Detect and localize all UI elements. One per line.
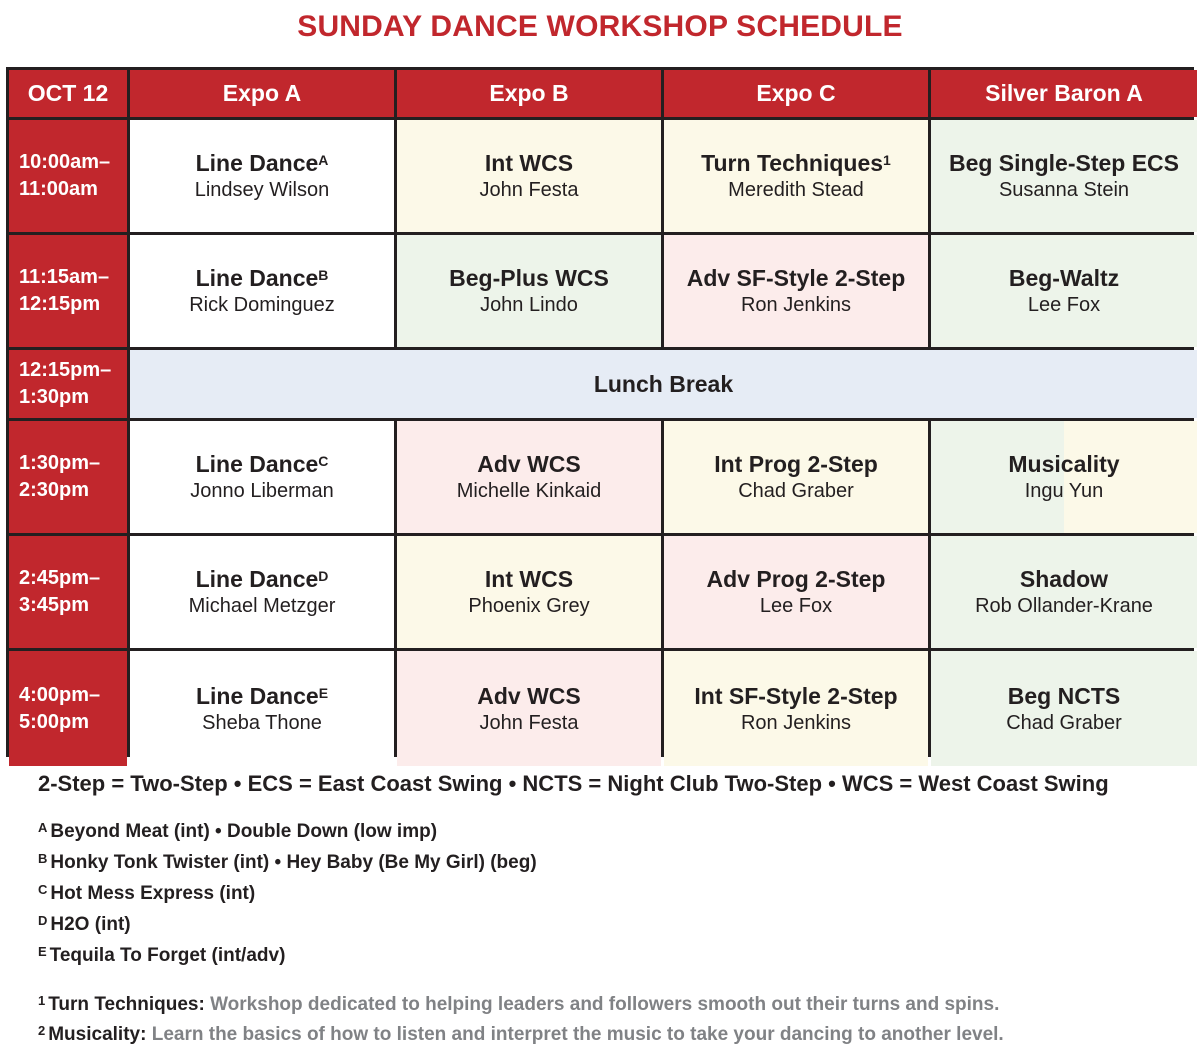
footnote: $^1$ Turn Techniques: Workshop dedicated to helping leaders and followers smooth out their turns and spins.	[38, 993, 1000, 1015]
session-cell	[931, 421, 1197, 533]
instructor-name: Jonno Liberman	[190, 480, 334, 502]
footnote-mark: C	[318, 453, 329, 469]
session-cell	[664, 421, 928, 533]
header-date: OCT 12	[9, 70, 127, 117]
schedule-table	[6, 67, 1194, 757]
class-name: Beg NCTS	[1007, 682, 1121, 709]
session-cell	[664, 235, 928, 347]
session-cell	[931, 651, 1197, 766]
instructor-name: Phoenix Grey	[468, 595, 590, 617]
instructor-name: Lee Fox	[759, 595, 833, 617]
instructor-name: Michelle Kinkaid	[456, 480, 602, 502]
instructor-name: Ron Jenkins	[740, 711, 852, 734]
class-name: Adv Prog 2-Step	[706, 566, 886, 592]
footnote-mark: A	[318, 152, 329, 168]
class-name: Line Dance$^D$	[195, 566, 329, 592]
time-slot: 1:30pm– 2:30pm	[9, 421, 127, 533]
header-room-silver-baron-a: Silver Baron A	[931, 70, 1197, 117]
time-slot: 2:45pm– 3:45pm	[9, 536, 127, 648]
session-cell	[130, 536, 394, 648]
class-name: Int SF-Style 2-Step	[694, 682, 898, 709]
lunch-break-label: Lunch Break	[593, 371, 734, 397]
class-name: Adv WCS	[477, 451, 581, 477]
session-cell	[397, 651, 661, 766]
header-room-expo-c: Expo C	[664, 70, 928, 117]
footnote: $^D$ H2O (int)	[38, 913, 131, 935]
session-cell	[664, 536, 928, 648]
page-title: SUNDAY DANCE WORKSHOP SCHEDULE	[297, 10, 903, 43]
class-name: Adv SF-Style 2-Step	[686, 265, 906, 291]
footnote-mark: D	[318, 568, 329, 584]
session-cell	[931, 235, 1197, 347]
session-cell	[397, 120, 661, 232]
lunch-break-cell	[130, 350, 1197, 418]
instructor-name: Ron Jenkins	[740, 294, 852, 316]
class-name: Adv WCS	[477, 682, 581, 709]
footnote-mark: 1	[883, 152, 891, 168]
workshop-notes	[38, 990, 1004, 1050]
time-slot: 4:00pm– 5:00pm	[9, 651, 127, 766]
session-cell	[130, 421, 394, 533]
line-dance-notes	[38, 816, 537, 971]
session-cell	[931, 536, 1197, 648]
class-name: Beg-Plus WCS	[449, 265, 609, 291]
instructor-name: Lindsey Wilson	[194, 179, 330, 201]
class-name: Int WCS	[484, 150, 574, 176]
instructor-name: John Lindo	[480, 294, 578, 316]
session-cell	[397, 235, 661, 347]
footnote: $^E$ Tequila To Forget (int/adv)	[38, 944, 286, 966]
header-room-expo-a: Expo A	[130, 70, 394, 117]
session-cell	[130, 235, 394, 347]
instructor-name: Meredith Stead	[728, 179, 864, 201]
session-cell	[397, 421, 661, 533]
abbreviations-legend: 2-Step = Two-Step • ECS = East Coast Swing • NCTS = Night Club Two-Step • WCS = West Coast Swing	[38, 771, 1109, 796]
class-name: Shadow	[1019, 566, 1109, 592]
session-cell	[130, 651, 394, 766]
instructor-name: Chad Graber	[1006, 711, 1122, 734]
class-name: Turn Techniques$^1$	[701, 150, 891, 176]
footnote-mark: B	[318, 267, 329, 283]
footnote: $^B$ Honky Tonk Twister (int) • Hey Baby (Be My Girl) (beg)	[38, 851, 537, 873]
class-name: Line Dance$^A$	[195, 150, 329, 176]
instructor-name: Susanna Stein	[998, 179, 1130, 201]
session-cell	[397, 536, 661, 648]
instructor-name: Michael Metzger	[188, 595, 336, 617]
instructor-name: John Festa	[479, 179, 579, 201]
time-slot: 11:15am– 12:15pm	[9, 235, 127, 347]
instructor-name: Ingu Yun	[1024, 480, 1104, 502]
class-name: Beg-Waltz	[1008, 265, 1120, 291]
session-cell	[931, 120, 1197, 232]
session-cell	[664, 651, 928, 766]
time-slot: 12:15pm– 1:30pm	[9, 350, 127, 418]
footnote-mark: E	[318, 684, 329, 701]
instructor-name: Rick Dominguez	[189, 294, 335, 316]
instructor-name: Chad Graber	[738, 480, 854, 502]
class-name: Beg Single-Step ECS	[948, 150, 1180, 176]
header-room-expo-b: Expo B	[397, 70, 661, 117]
footnote: $^C$ Hot Mess Express (int)	[38, 882, 256, 904]
instructor-name: Lee Fox	[1027, 294, 1101, 316]
class-name: Line Dance$^E$	[195, 682, 329, 709]
instructor-name: Rob Ollander-Krane	[975, 595, 1153, 617]
class-name: Line Dance$^B$	[195, 265, 329, 291]
footnote: $^A$ Beyond Meat (int) • Double Down (low imp)	[38, 820, 438, 842]
class-name: Musicality	[1008, 451, 1120, 477]
class-name: Int Prog 2-Step	[714, 451, 878, 477]
session-cell	[130, 120, 394, 232]
instructor-name: John Festa	[479, 711, 579, 734]
time-slot: 10:00am– 11:00am	[9, 120, 127, 232]
class-name: Int WCS	[484, 566, 574, 592]
footnote: $^2$ Musicality: Learn the basics of how to listen and interpret the music to take your dancing to another level.	[38, 1023, 1004, 1045]
instructor-name: Sheba Thone	[202, 711, 322, 734]
class-name: Line Dance$^C$	[195, 451, 329, 477]
session-cell	[664, 120, 928, 232]
